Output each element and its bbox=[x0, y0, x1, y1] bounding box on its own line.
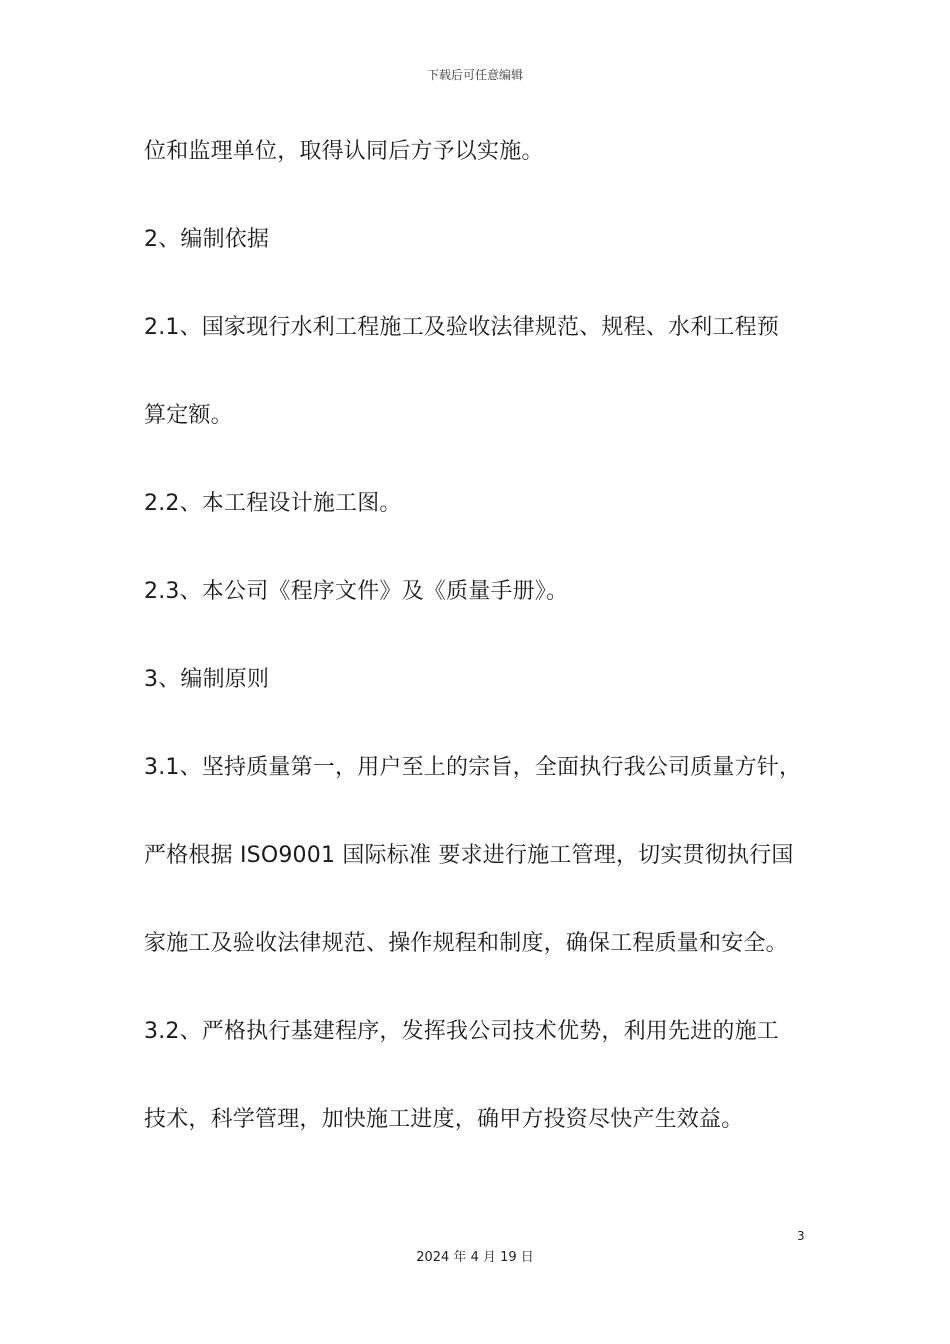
body-line-2-2: 2.2、本工程设计施工图。 bbox=[144, 491, 402, 516]
body-line-3-1b: 严格根据 ISO9001 国际标准 要求进行施工管理，切实贯彻执行国 bbox=[144, 843, 794, 868]
section-heading-compilation-principles: 3、编制原则 bbox=[144, 667, 270, 692]
section-heading-compilation-basis: 2、编制依据 bbox=[144, 227, 270, 252]
body-line-3-2a: 3.2、严格执行基建程序，发挥我公司技术优势，利用先进的施工 bbox=[144, 1019, 779, 1044]
page-header: 下载后可任意编辑 bbox=[426, 68, 523, 82]
body-line-2-3: 2.3、本公司《程序文件》及《质量手册》。 bbox=[144, 579, 569, 604]
body-line-2-1b: 算定额。 bbox=[144, 403, 233, 428]
page-number: 3 bbox=[797, 1229, 805, 1243]
footer-date: 2024 年 4 月 19 日 bbox=[416, 1250, 534, 1265]
body-line-2-1a: 2.1、国家现行水利工程施工及验收法律规范、规程、水利工程预 bbox=[144, 315, 779, 340]
body-line-3-1a: 3.1、坚持质量第一，用户至上的宗旨，全面执行我公司质量方针， bbox=[144, 755, 802, 780]
body-line-1: 位和监理单位，取得认同后方予以实施。 bbox=[144, 139, 544, 164]
body-line-3-1c: 家施工及验收法律规范、操作规程和制度，确保工程质量和安全。 bbox=[144, 931, 788, 956]
body-line-3-2b: 技术，科学管理，加快施工进度，确甲方投资尽快产生效益。 bbox=[144, 1107, 744, 1132]
